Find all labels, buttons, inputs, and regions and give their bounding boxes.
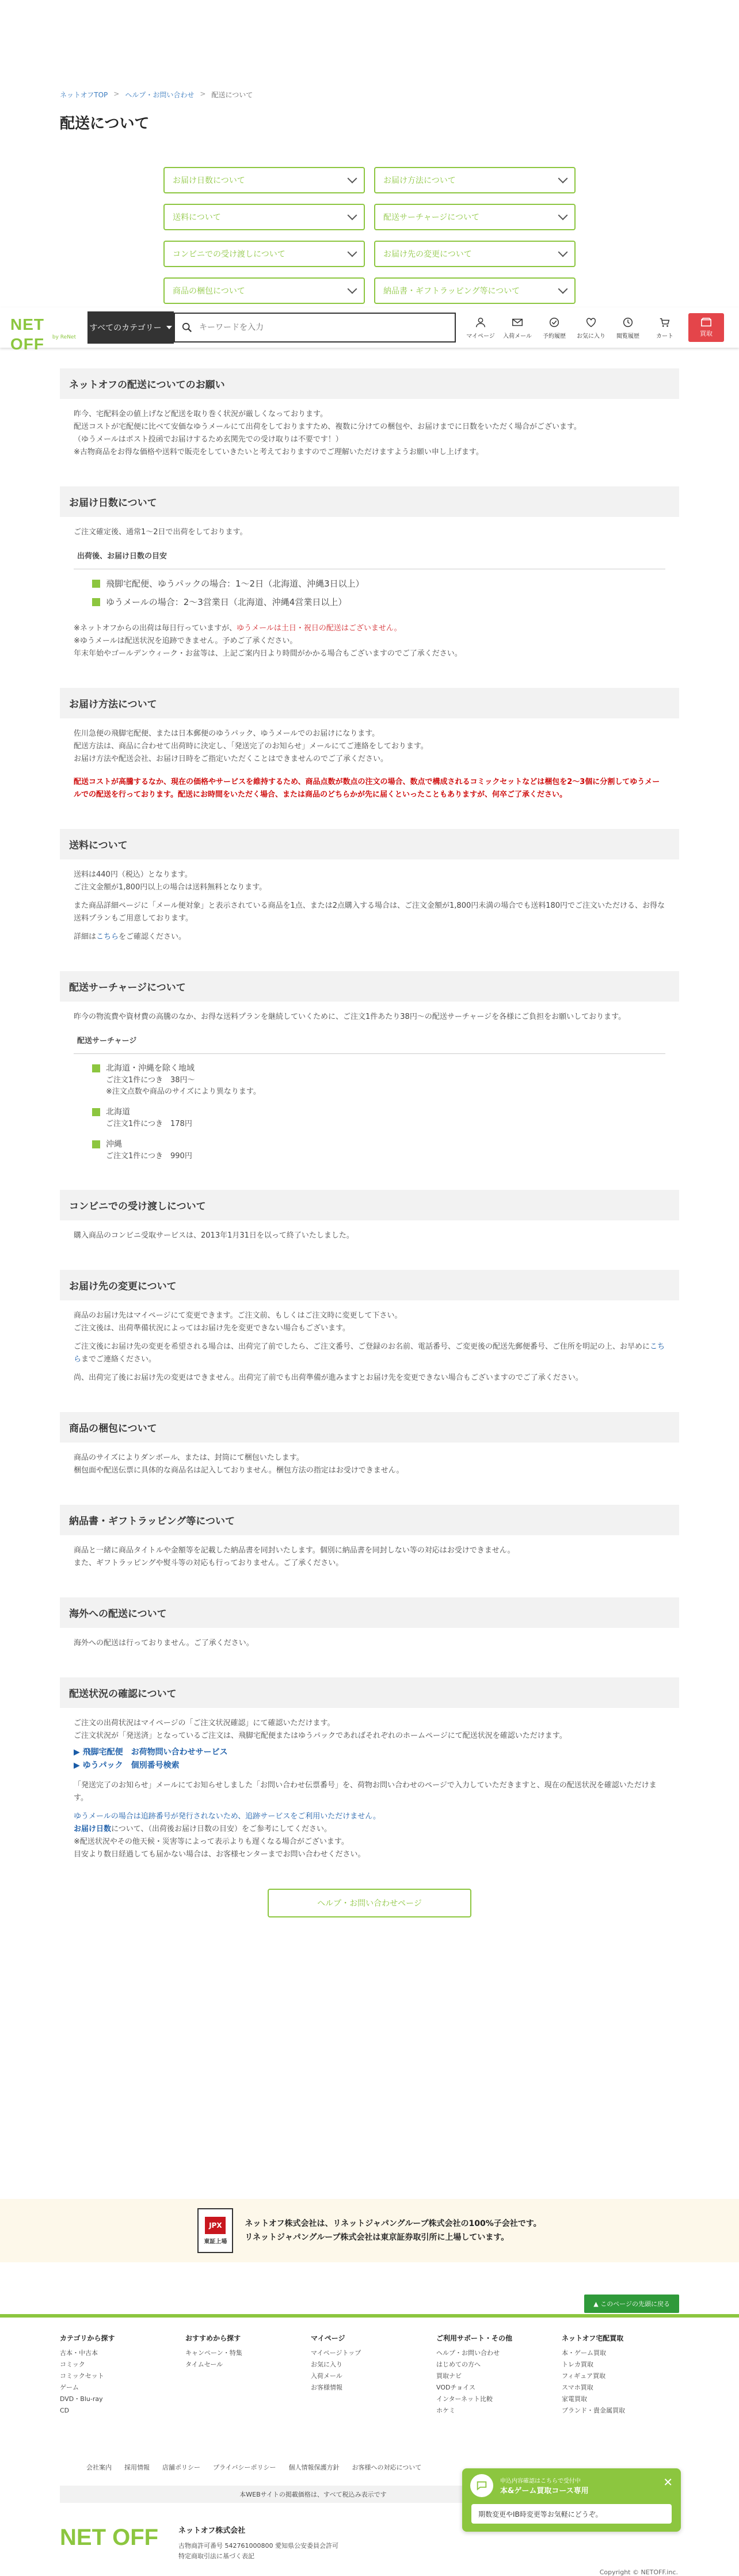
anchor-invoice[interactable] [374,277,576,304]
footer-heading: おすすめから探す [185,2334,241,2342]
surcharge-item [92,1062,665,1098]
chevron-down-icon [558,211,568,220]
anchor-label: お届け日数について [173,176,245,185]
nav-label: 予約履歴 [543,333,566,340]
delivery-days-link[interactable]: お届け日数 [74,1825,112,1833]
logo-text: NET OFF [60,2525,159,2550]
text: ※古物商品をお得な価格や送料で販売をしていきたいと考えておりますのでご理解いただけますようお願い申し上げます。 [74,448,483,456]
section-title: コンビニでの受け渡しについて [60,1190,679,1220]
anchor-surcharge[interactable] [374,204,576,230]
search-input[interactable] [198,322,442,333]
square-bullet-icon [92,580,100,588]
text: 古物商許可番号 542761000800 愛知県公安委員会許可 [178,2542,338,2550]
footer-link[interactable]: トレカ買取 [562,2361,593,2368]
footer-col [436,2333,562,2417]
text [74,1823,665,1836]
text: ご注文1件につき 38円〜 [106,1076,195,1085]
anchor-label: 商品の梱包について [173,287,245,296]
site-logo[interactable] [10,315,78,353]
footer-links [86,2463,421,2472]
footer-link[interactable]: スマホ買取 [562,2384,593,2391]
anchor-address-change[interactable] [374,241,576,267]
breadcrumb [60,90,253,100]
anchor-delivery-days[interactable] [163,167,365,193]
text: 商品と一緒に商品タイトルや金額等を記載した納品書を同封いたします。個別に納品書を同封しない等の対応はお受けできません。 [74,1546,515,1555]
text: 佐川急便の飛脚宅配便、または日本郵便のゆうパック、ゆうメールでのお届けになります。 [74,729,380,738]
chat-widget[interactable] [462,2468,681,2532]
section-overseas [60,1597,679,1650]
text: 尚、出荷完了後にお届け先の変更はできません。出荷完了前でも出荷準備が進みますとお届け先を変更できない場合もございますのでご了承ください。 [74,1373,583,1382]
footer-link[interactable]: 家電買取 [562,2395,587,2403]
anchor-label: コンビニでの受け渡しについて [173,250,285,259]
text: （ゆうメールはポスト投函でお届けするため玄関先での受け取りは不要です！） [74,435,343,444]
text: までご連絡ください。 [81,1355,157,1364]
anchor-label: 納品書・ギフトラッピング等について [383,287,520,296]
category-dropdown-button[interactable] [87,311,174,344]
section-title: ネットオフの配送についてのお願い [60,368,679,399]
law-link[interactable]: 特定商取引法に基づく表記 [178,2552,254,2560]
triangle-right-icon: ▶ [74,1748,83,1757]
anchor-label: お届け方法について [383,176,456,185]
sagawa-tracking-link[interactable]: 飛脚宅配便 お荷物問い合わせサービス [82,1748,228,1757]
chat-message: 期数変更やIB時変更等お気軽にどうぞ。 [471,2504,672,2524]
footer-link[interactable]: 店舗ポリシー [162,2464,200,2471]
section-delivery-days [60,486,679,660]
heart-icon [585,316,597,329]
jpx-banner [0,2199,739,2262]
text: 配送コストが宅配便に比べて安価なゆうメールにて出荷をしておりますため、複数に分けての梱包や、お届けまでに日数をいただく場合がございます。 [74,423,581,431]
reservation-link[interactable] [538,316,571,340]
breadcrumb-help[interactable]: ヘルプ・お問い合わせ [125,91,195,99]
footer-link[interactable]: コミック [60,2361,85,2368]
sell-button[interactable] [688,313,724,342]
footer-link[interactable]: ブランド・貴金属買取 [562,2407,625,2414]
footer-link[interactable]: マイページトップ [311,2349,361,2357]
breadcrumb-current: 配送について [211,91,253,99]
text: ゆうメールの場合は追跡番号が発行されないため、追跡サービスをご利用いただけません。 [74,1812,381,1821]
text: ご注文1件につき 990円 [106,1152,192,1160]
footer-heading: ご利用サポート・その他 [436,2334,513,2342]
list-item [92,596,665,608]
main-content [60,368,679,1917]
footer-heading: マイページ [311,2334,345,2342]
search-icon[interactable] [182,322,192,333]
footer-link[interactable]: ヘルプ・お問い合わせ [436,2349,500,2357]
anchor-delivery-method[interactable] [374,167,576,193]
text: ※注文点数や商品のサイズにより異なります。 [106,1087,261,1096]
chevron-down-icon [558,284,568,294]
section-invoice [60,1505,679,1570]
contact-link[interactable]: こちら [74,1342,665,1364]
close-icon[interactable]: ✕ [663,2475,673,2489]
triangle-right-icon: ▶ [74,1761,83,1770]
section-title: お届け方法について [60,688,679,718]
section-tracking [60,1677,679,1861]
note [74,622,665,635]
text [74,931,665,943]
mail-icon [511,316,524,329]
text: ご注文の出荷状況はマイページの「ご注文状況確認」にて確認いただけます。 [74,1719,335,1728]
anchor-label: 配送サーチャージについて [383,213,480,222]
user-icon [474,316,487,329]
check-circle-icon [548,316,561,329]
text: 本&ゲーム買取コース専用 [500,2487,589,2495]
text: 梱包面や配送伝票に具体的な商品名は記入しておりません。梱包方法の指定はお受けできません。 [74,1466,404,1475]
footer-col [60,2333,185,2417]
cart-icon [658,316,671,329]
logo-text: NET OFF [10,315,44,353]
text: 飛脚宅配便、ゆうパックの場合：1〜2日（北海道、沖縄3日以上） [106,579,364,589]
footer-link[interactable]: フィギュア買取 [562,2372,606,2380]
text: をご確認ください。 [119,933,186,941]
anchor-packing[interactable] [163,277,365,304]
surcharge-item [92,1106,665,1130]
footer-logo[interactable] [60,2525,158,2551]
text: ネットオフ株式会社は、リネットジャパングループ株式会社の100%子会社です。 [245,2219,542,2228]
yupack-tracking-link[interactable]: ゆうパック 個別番号検索 [82,1761,180,1770]
mypage-link[interactable] [464,316,497,340]
section-title: 納品書・ギフトラッピング等について [60,1505,679,1535]
footer-link[interactable]: ホケミ [436,2407,455,2414]
cart-link[interactable] [648,316,681,340]
text: 商品のサイズによりダンボール、または、封筒にて梱包いたします。 [74,1453,304,1462]
section-title: 配送状況の確認について [60,1677,679,1708]
footer-col [562,2333,687,2417]
square-bullet-icon [92,1108,100,1116]
footer-link[interactable]: CD [60,2407,70,2414]
text: ご注文後は、出荷準備状況によってはお届け先を変更できない場合もございます。 [74,1324,350,1333]
text: 送料は440円（税込）となります。 [74,870,192,879]
nav-label: カート [656,333,673,340]
footer-col [311,2333,436,2417]
jpx-mark: JPX [205,2217,226,2234]
footer-link[interactable]: お気に入り [311,2361,342,2368]
footer-link[interactable]: 会社案内 [86,2464,112,2471]
nav-label: 閲覧履歴 [616,333,639,340]
footer-link[interactable]: ゲーム [60,2384,79,2391]
nav-label: お気に入り [577,333,605,340]
chevron-down-icon [348,211,357,220]
sell-label: 買取 [700,330,713,337]
section-address-change [60,1270,679,1384]
section-title: お届け日数について [60,486,679,517]
text: 沖縄 [106,1140,122,1149]
chat-icon [470,2474,493,2497]
anchor-label: お届け先の変更について [383,250,472,259]
breadcrumb-sep: > [200,90,206,98]
footer-link[interactable]: お客様への対応について [352,2464,422,2471]
text: 詳細は [74,933,97,941]
section-title: 送料について [60,829,679,859]
square-bullet-icon [92,1064,100,1072]
breadcrumb-top[interactable]: ネットオフTOP [60,91,108,99]
section-title: 商品の梱包について [60,1412,679,1443]
text: リネットジャパングループ株式会社は東京証券取引所に上場しています。 [245,2233,509,2242]
search-box [174,313,456,343]
footer-col [185,2333,311,2417]
text: お届け方法や配送会社、お届け日時をご指定いただくことはできませんのでご了承ください。 [74,755,388,763]
text: また、ギフトラッピングや熨斗等の対応も行っておりません。ご了承ください。 [74,1559,344,1567]
anchor-convenience[interactable] [163,241,365,267]
text: ご注文1件につき 178円 [106,1120,192,1128]
text: 年末年始やゴールデンウィーク・お盆等は、上記ご案内日より時間がかかる場合もございますのでご了承ください。 [74,649,462,658]
footer-link[interactable]: インターネット比較 [436,2395,493,2403]
nav-label: マイページ [466,333,495,340]
section-title: 海外への配送について [60,1597,679,1628]
footer-link[interactable]: 本・ゲーム買取 [562,2349,606,2357]
footer-link[interactable]: 買取ナビ [436,2372,462,2380]
tax-notice: 本WEBサイトの掲載価格は、すべて税込み表示です [60,2486,566,2503]
text: ※ゆうメールは配送状況を追跡できません。予めご了承ください。 [74,637,298,645]
footer-link[interactable]: キャンペーン・特集 [185,2349,242,2357]
section-title: お届け先の変更について [60,1270,679,1300]
text: ご注文金額が1,800円以上の場合は送料無料となります。 [74,883,267,892]
footer-link[interactable]: 古本・中古本 [60,2349,98,2357]
text: 商品のお届け先はマイページにて変更できます。ご注文前、もしくはご注文時に変更して下さい。 [74,1311,402,1320]
arrival-mail-link[interactable] [501,316,534,340]
footer-link[interactable]: 個人情報保護方針 [288,2464,340,2471]
text: 北海道・沖縄を除く地域 [106,1064,195,1073]
anchor-label: 送料について [173,213,221,222]
footer-link[interactable]: VODチョイス [436,2384,476,2391]
list-item [92,577,665,590]
copyright: Copyright © NETOFF.inc. [599,2569,678,2576]
footer-link[interactable]: 採用情報 [124,2464,150,2471]
history-link[interactable] [611,316,645,340]
footer-link[interactable]: 入荷メール [311,2372,342,2380]
text: 昨今の物流費や資材費の高騰のなか、お得な送料プランを継続していくために、ご注文1件あたり38円〜の配送サーチャージを各様にご負担をお願いしております。 [74,1013,626,1021]
chevron-down-icon [558,248,568,257]
warning-text: 配送コストが高騰するなか、現在の価格やサービスを維持するため、商品点数が数点の注文の場合、数点で構成されるコミックセットなどは梱包を2〜3個に分割してゆうメールでの配送を行っております。配送にお時間をいただく場合、または商品のどちらかが先に届くといったこともありますが、何卒ご了承ください。 [74,778,660,799]
footer-heading: カテゴリから探す [60,2334,115,2342]
anchor-shipping-fee[interactable] [163,204,365,230]
sticky-header [0,307,739,353]
text: 配送方法は、商品に合わせて出荷時に決定し、「発送完了のお知らせ」メールにてご連絡をしております。 [74,742,428,751]
section-intro [60,368,679,459]
footer-link[interactable]: タイムセール [185,2361,223,2368]
footer-link[interactable]: コミックセット [60,2372,104,2380]
text: また商品詳細ページに「メール便対象」と表示されている商品を1点、または2点購入する場合は、ご注文金額が1,800円未満の場合でも送料180円でご注文いただける、お得な送料プランもご用意しております。 [74,901,665,923]
section-shipping-fee [60,829,679,943]
footer-link[interactable]: DVD・Blu-ray [60,2395,103,2403]
text: ご注文後にお届け先の変更を希望される場合は、出荷完了前でしたら、ご注文番号、ご登録のお名前、電話番号、ご変更後の配送先郵便番号、ご住所を明記の上、お早めに [74,1342,650,1351]
caret-down-icon [166,326,172,329]
favorites-link[interactable] [574,316,608,340]
box-icon [700,317,713,328]
page-title: 配送について [60,115,150,132]
section-surcharge [60,971,679,1162]
help-page-button[interactable]: ヘルプ・お問い合わせページ [268,1889,471,1917]
jpx-label: 東証上場 [204,2238,227,2245]
text: ゆうメールの場合：2〜3営業日（北海道、沖縄4営業日以上） [106,597,347,607]
subsection-title: 配送サーチャージ [74,1032,665,1054]
text: 目安より数日経過しても届かない場合は、お客様センターまでお問い合わせください。 [74,1850,365,1859]
details-link[interactable]: こちら [96,933,119,941]
subsection-title: 出荷後、お届け日数の目安 [74,547,665,569]
category-label: すべてのカテゴリー [89,324,162,333]
footer-link[interactable]: お客様情報 [311,2384,342,2391]
text [74,1341,665,1366]
chevron-down-icon [348,174,357,184]
footer-link[interactable]: はじめての方へ [436,2361,481,2368]
chevron-down-icon [558,174,568,184]
surcharge-item [92,1138,665,1162]
logo-sub: by ReNet [52,334,76,340]
text-red: ゆうメールは土日・祝日の配送はございません。 [237,624,402,633]
nav-label: 入荷メール [503,333,532,340]
section-title: 配送サーチャージについて [60,971,679,1002]
company-info [178,2526,338,2562]
page-top-button[interactable]: ▲ このページの先頭に戻る [584,2295,679,2313]
text: 申込内容確認はこちらで受付中 [500,2478,581,2484]
square-bullet-icon [92,1140,100,1148]
text: ※配送状況やその他天候・災害等によって表示よりも遅くなる場合がございます。 [74,1837,349,1846]
footer-link[interactable]: プライバシーポリシー [213,2464,276,2471]
anchor-nav [163,167,576,304]
section-packing [60,1412,679,1477]
chevron-down-icon [348,248,357,257]
text: 北海道 [106,1108,130,1117]
text: ご注文確定後、通常1〜2日で出荷をしております。 [74,528,247,536]
company-name: ネットオフ株式会社 [178,2526,246,2535]
text: について、（出荷後お届け日数の目安）をご参考にしてください。 [111,1825,332,1833]
text: 「発送完了のお知らせ」メールにてお知らせしました「お問い合わせ伝票番号」を、荷物お問い合わせのページで入力していただきますと、現在の配送状況を確認いただけます。 [74,1781,657,1802]
breadcrumb-sep: > [113,90,120,98]
text: 購入商品のコンビニ受取サービスは、2013年1月31日を以って終了いたしました。 [74,1231,354,1240]
clock-icon [622,316,634,329]
chevron-down-icon [348,284,357,294]
text: 昨今、宅配料金の値上げなど配送を取り巻く状況が厳しくなっております。 [74,410,327,418]
section-convenience [60,1190,679,1242]
text: ご注文状況が「発送済」となっているご注文は、飛脚宅配便またはゆうパックであればそれぞれのホームページにて配送状況を確認いただけます。 [74,1732,567,1740]
text: ※ネットオフからの出荷は毎日行っていますが、 [74,624,237,633]
jpx-badge [197,2208,233,2253]
section-delivery-method [60,688,679,801]
square-bullet-icon [92,598,100,606]
footer-heading: ネットオフ宅配買取 [562,2334,624,2342]
text: 海外への配送は行っておりません。ご了承ください。 [74,1639,254,1647]
header-nav [464,316,681,340]
